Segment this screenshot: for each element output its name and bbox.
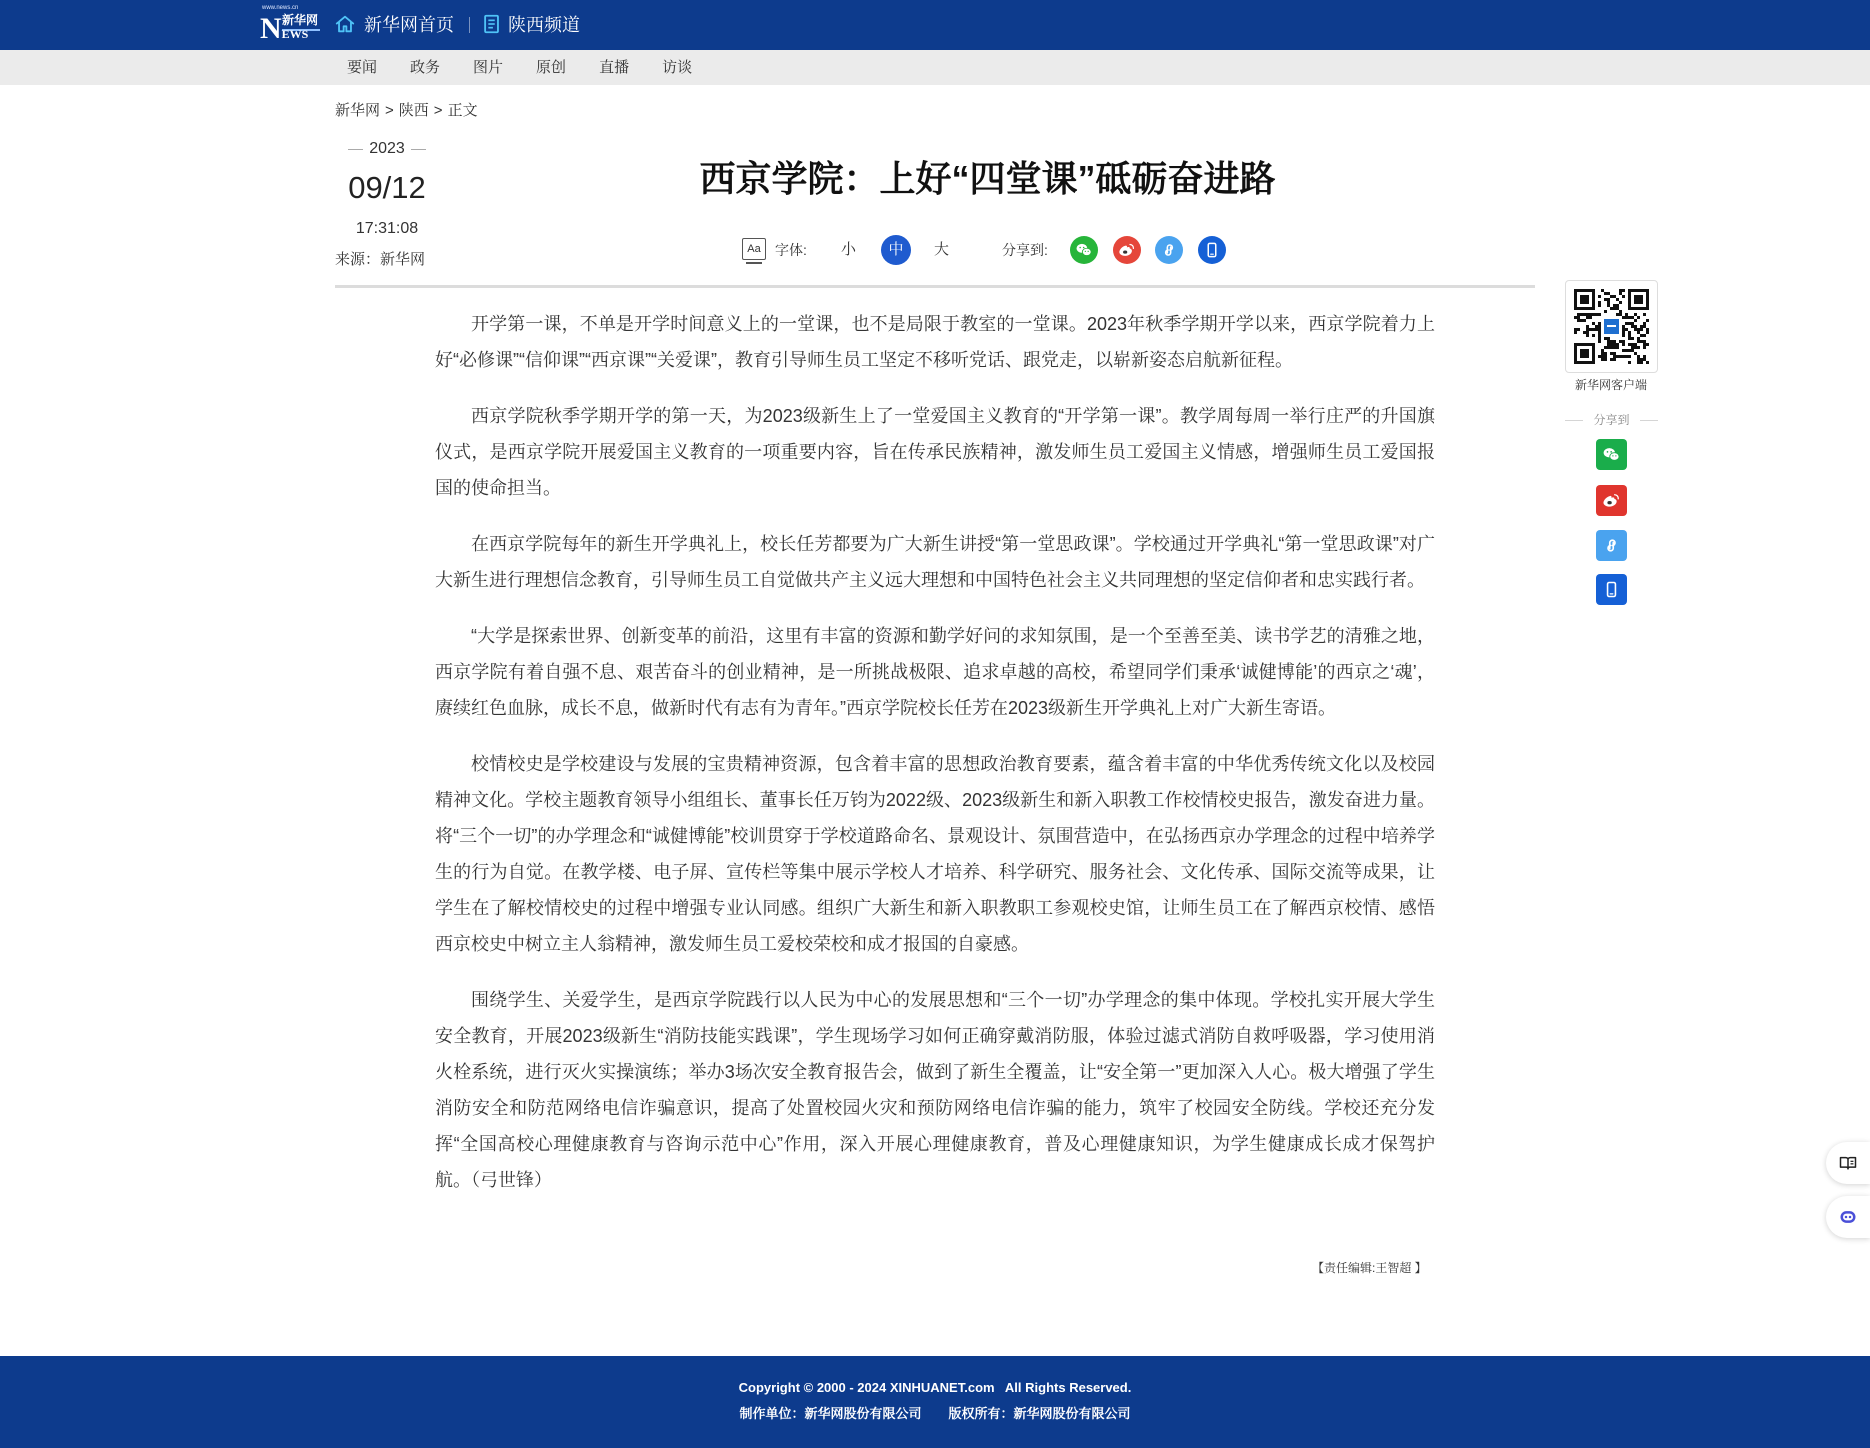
sub-nav-list (347, 50, 692, 85)
article-paragraph: 在西京学院每年的新生开学典礼上，校长任芳都要为广大新生讲授“第一堂思政课”。学校通过开学典礼“第一堂思政课”对广大新生进行理想信念教育，引导师生员工自觉做共产主义远大理想和中国特色社会主义共同理想的坚定信仰者和忠实践行者。 (435, 534, 1435, 590)
nav-item-government[interactable]: 政务 (410, 59, 441, 76)
reader-mode-icon (1838, 1153, 1858, 1173)
mobile-icon (1601, 579, 1622, 600)
home-link[interactable]: 新华网首页 (364, 15, 454, 35)
article-paragraph: 西京学院秋季学期开学的第一天，为2023级新生上了一堂爱国主义教育的“开学第一课”。教学周每周一举行庄严的升国旗仪式，是西京学院开展爱国主义教育的一项重要内容，旨在传承民族精神，激发师生员工爱国主义情感，增强师生员工爱国报国的使命担当。 (435, 406, 1435, 498)
year-line-right (411, 149, 426, 150)
logo-site: www.news.cn (262, 5, 299, 11)
breadcrumb-home[interactable]: 新华网 (335, 102, 381, 119)
nav-item-interview[interactable]: 访谈 (662, 59, 693, 76)
sidebar-share-header (1565, 411, 1658, 429)
year-text: 2023 (369, 140, 405, 157)
home-icon[interactable] (334, 13, 356, 35)
sub-nav (0, 50, 1870, 85)
share-mobile-button[interactable] (1198, 236, 1226, 264)
nav-item-live[interactable]: 直播 (599, 59, 630, 76)
nav-item-pictures[interactable]: 图片 (473, 59, 504, 76)
article-paragraph: 围绕学生、关爱学生，是西京学院践行以人民为中心的发展思想和“三个一切”办学理念的集中体现。学校扎实开展大学生安全教育，开展2023级新生“消防技能实践课”，学生现场学习如何正确穿戴消防服，体验过滤式消防自救呼吸器，学习使用消火栓系统，进行灭火实操演练；举办3场次安全教育报告会，做到了新生全覆盖，让“安全第一”更加深入人心。极大增强了学生消防安全和防范网络电信诈骗意识，提高了处置校园火灾和预防网络电信诈骗的能力，筑牢了校园安全防线。学校还充分发挥“全国高校心理健康教育与咨询示范中心”作用，深入开展心理健康教育，普及心理健康知识，为学生健康成长成才保驾护航。（弓世锋） (435, 990, 1435, 1190)
share-line-left (1565, 420, 1583, 421)
book-icon[interactable] (481, 13, 503, 35)
font-large-button[interactable]: 大 (934, 241, 950, 258)
publish-date: 09/12 (348, 170, 426, 205)
font-medium-button[interactable]: 中 (881, 235, 911, 265)
font-label: 字体: (775, 242, 807, 258)
mobile-icon (1202, 240, 1222, 260)
article-paragraph: 校情校史是学校建设与发展的宝贵精神资源，包含着丰富的思想政治教育要素，蕴含着丰富的中华优秀传统文化以及校园精神文化。学校主题教育领导小组组长、董事长任万钧为2022级、2023级新生和新入职教工作校情校史报告，激发奋进力量。将“三个一切”的办学理念和“诚健博能”校训贯穿于学校道路命名、景观设计、氛围营造中，在弘扬西京办学理念的过程中培养学生的行为自觉。在教学楼、电子屏、宣传栏等集中展示学校人才培养、科学研究、服务社会、文化传承、国际交流等成果，让学生在了解校情校史的过程中增强专业认同感。组织广大新生和新入职教职工参观校史馆，让师生员工在了解西京校情、感悟西京校史中树立主人翁精神，激发师生员工爱校荣校和成才报国的自豪感。 (435, 754, 1435, 954)
sidebar-share-label: 分享到 (1593, 413, 1630, 427)
footer-credits (0, 1405, 1870, 1423)
sidebar-share-mini-program-button[interactable] (1596, 530, 1627, 561)
share-line-right (1640, 420, 1658, 421)
mini-program-icon (1601, 535, 1622, 556)
mini-program-icon (1159, 240, 1179, 260)
sidebar-share-mobile-button[interactable] (1596, 574, 1627, 605)
weibo-icon (1117, 240, 1137, 260)
top-bar (0, 0, 1870, 50)
nav-item-original[interactable]: 原创 (536, 59, 567, 76)
share-label: 分享到: (1002, 242, 1048, 258)
nav-item-news[interactable]: 要闻 (347, 59, 378, 76)
sidebar-share-wechat-button[interactable] (1596, 439, 1627, 470)
breadcrumb-separator: > (433, 102, 443, 119)
article-source: 来源：新华网 (335, 251, 426, 268)
qr-code (1574, 289, 1649, 364)
publish-year (335, 139, 439, 159)
share-wechat-button[interactable] (1070, 236, 1098, 264)
channel-link[interactable]: 陕西频道 (508, 15, 580, 35)
robot-icon (1838, 1207, 1858, 1227)
app-qr-code-box (1565, 280, 1658, 373)
footer-copyright: Copyright © 2000 - 2024 XINHUANET.com All Rights Reserved. (738, 1380, 1132, 1395)
xinhua-logo[interactable] (260, 5, 322, 45)
article-title: 西京学院：上好“四堂课”砥砺奋进路 (699, 158, 1276, 199)
footer-owner: 版权所有：新华网股份有限公司 (948, 1406, 1131, 1421)
reader-mode-button[interactable] (1826, 1142, 1870, 1184)
breadcrumb-current: 正文 (447, 102, 478, 119)
weibo-icon (1601, 490, 1622, 511)
wechat-icon (1601, 444, 1622, 465)
top-divider (469, 17, 470, 33)
ai-assistant-button[interactable] (1826, 1196, 1870, 1238)
wechat-icon (1074, 240, 1094, 260)
article-body (435, 306, 1435, 1218)
qr-caption: 新华网客户端 (1574, 378, 1647, 392)
logo-brand-en: NEWS (260, 12, 309, 45)
font-size-icon: Aa (742, 238, 766, 260)
breadcrumb-shaanxi[interactable]: 陕西 (398, 102, 429, 119)
share-weibo-button[interactable] (1113, 236, 1141, 264)
responsible-editor: 【责任编辑:王智超 】 (1312, 1261, 1427, 1275)
logo-brand-cn: 新华网 (282, 13, 319, 27)
article-paragraph: “大学是探索世界、创新变革的前沿，这里有丰富的资源和勤学好问的求知氛围，是一个至善至美、读书学艺的清雅之地，西京学院有着自强不息、艰苦奋斗的创业精神，是一所挑战极限、追求卓越的高校，希望同学们秉承‘诚健博能’的西京之‘魂’，赓续红色血脉，成长不息，做新时代有志有为青年。”西京学院校长任芳在2023级新生开学典礼上对广大新生寄语。 (435, 626, 1435, 718)
title-divider (335, 285, 1535, 288)
footer (0, 1356, 1870, 1448)
share-mini-program-button[interactable] (1155, 236, 1183, 264)
sidebar-share-weibo-button[interactable] (1596, 485, 1627, 516)
publish-time: 17:31:08 (355, 220, 419, 237)
breadcrumb (335, 101, 478, 121)
font-small-button[interactable]: 小 (841, 241, 857, 258)
article-paragraph: 开学第一课，不单是开学时间意义上的一堂课，也不是局限于教室的一堂课。2023年秋季学期开学以来，西京学院着力上好“必修课”“信仰课”“西京课”“关爱课”，教育引导师生员工坚定不移听党话、跟党走，以崭新姿态启航新征程。 (435, 314, 1435, 370)
breadcrumb-separator: > (385, 102, 394, 119)
footer-producer: 制作单位：新华网股份有限公司 (739, 1406, 922, 1421)
year-line-left (348, 149, 363, 150)
